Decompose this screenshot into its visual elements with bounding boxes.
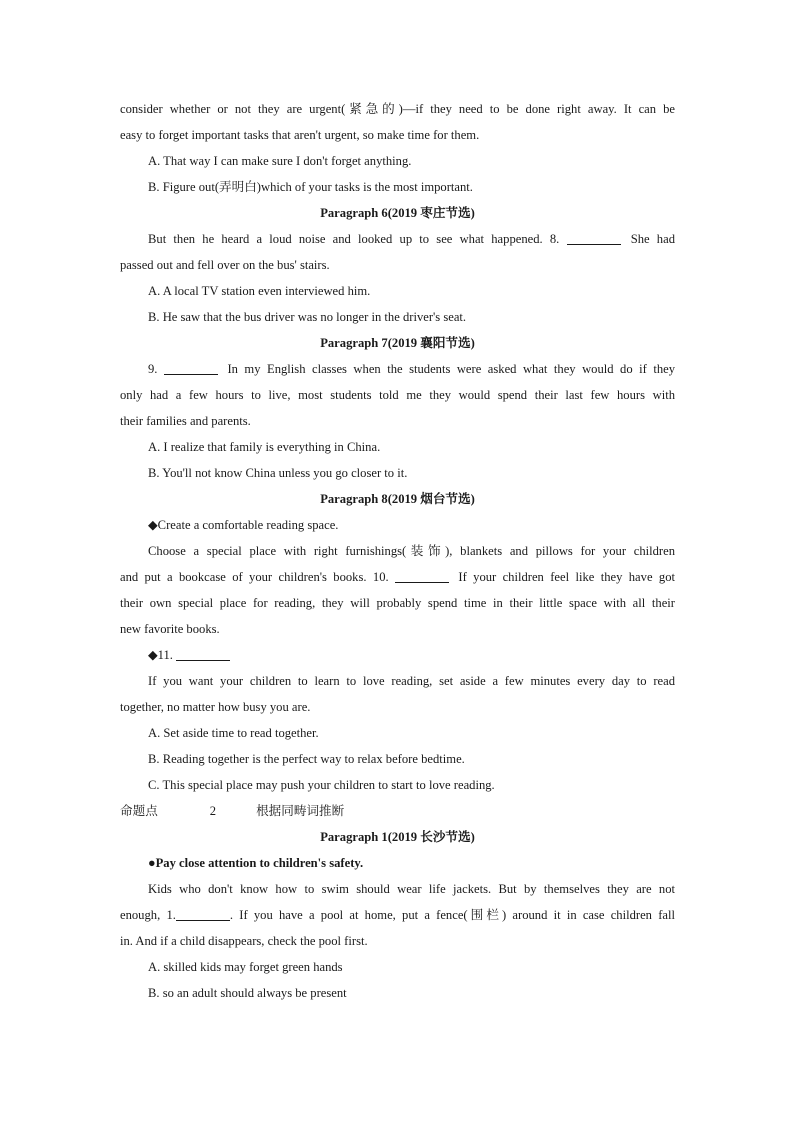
text-line: only had a few hours to live, most students told me they would spend their last few hours with [120,388,675,402]
text-line: easy to forget important tasks that aren't urgent, so make time for them. [120,128,480,142]
paragraph-title: Paragraph 6(2019 枣庄节选) [320,206,475,220]
text-line: their own special place for reading, they will probably spend time in their little space with all their [120,596,675,610]
paragraph-title: Paragraph 8(2019 烟台节选) [320,492,475,506]
text-line: consider whether or not they are urgent(紧急的)—if they need to be done right away. It can be [120,102,675,116]
text-line: their families and parents. [120,414,251,428]
text-line: together, no matter how busy you are. [120,700,311,714]
section-heading: 命题点 2 根据同畴词推断 [120,804,345,818]
document-page [120,96,675,1006]
sub-heading: ●Pay close attention to children's safety. [148,856,364,870]
text-line: and put a bookcase of your children's books. 10. If your children feel like they have got [120,570,675,584]
option-a: A. skilled kids may forget green hands [148,960,343,974]
option-c: C. This special place may push your children to start to love reading. [148,778,495,792]
text-line: If you want your children to learn to love reading, set aside a few minutes every day to read [148,674,675,688]
answer-blank[interactable] [176,646,230,661]
answer-blank[interactable] [395,568,449,583]
option-a: A. Set aside time to read together. [148,726,319,740]
answer-blank[interactable] [176,906,230,921]
text-line: enough, 1. . If you have a pool at home, put a fence(围栏) around it in case children fall [120,908,675,922]
text-line: new favorite books. [120,622,220,636]
text-line: in. And if a child disappears, check the pool first. [120,934,368,948]
text-line: Kids who don't know how to swim should wear life jackets. But by themselves they are not [148,882,675,896]
text-line: passed out and fell over on the bus' stairs. [120,258,330,272]
option-b: B. Reading together is the perfect way to relax before bedtime. [148,752,465,766]
option-b: B. You'll not know China unless you go closer to it. [148,466,408,480]
text-line: But then he heard a loud noise and looked up to see what happened. 8. She had [148,232,675,246]
option-b: B. so an adult should always be present [148,986,347,1000]
paragraph-title: Paragraph 7(2019 襄阳节选) [320,336,475,350]
answer-blank[interactable] [164,360,218,375]
option-a: A. That way I can make sure I don't forget anything. [148,154,412,168]
sub-heading: ◆Create a comfortable reading space. [148,518,339,532]
option-a: A. A local TV station even interviewed him. [148,284,371,298]
text-line: 9. In my English classes when the students were asked what they would do if they [148,362,676,376]
text-line: Choose a special place with right furnishings(装饰), blankets and pillows for your children [148,544,675,558]
option-a: A. I realize that family is everything in China. [148,440,381,454]
option-b: B. He saw that the bus driver was no longer in the driver's seat. [148,310,467,324]
paragraph-title: Paragraph 1(2019 长沙节选) [320,830,475,844]
answer-blank[interactable] [567,230,621,245]
sub-heading: ◆11. [120,642,675,668]
option-b: B. Figure out(弄明白)which of your tasks is the most important. [148,180,473,194]
